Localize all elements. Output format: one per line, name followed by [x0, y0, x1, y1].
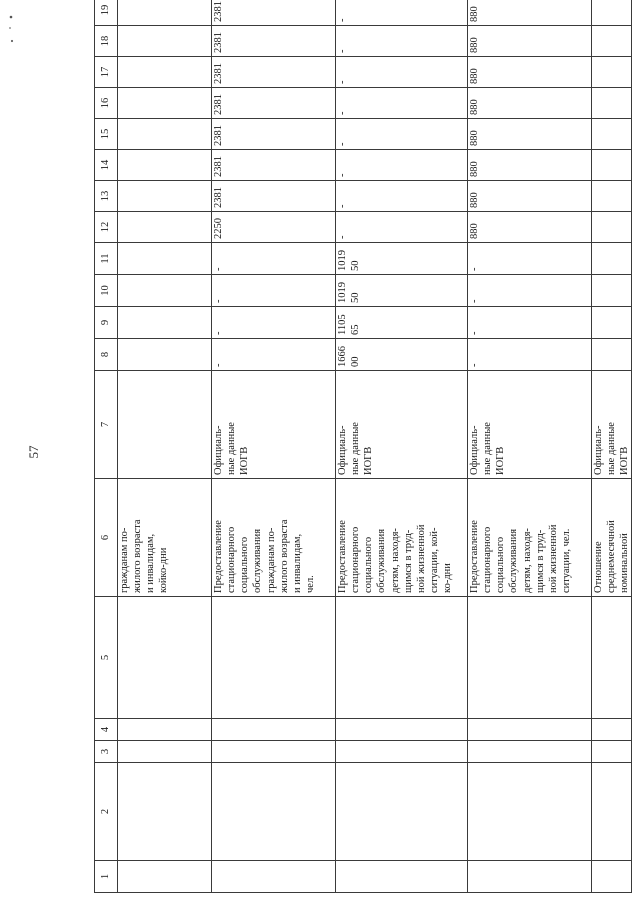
empty-cell: [118, 719, 212, 741]
value-cell: 880: [468, 88, 592, 119]
value-cell: 2250: [212, 212, 336, 243]
table-row: [468, 0, 592, 893]
header-row: [95, 0, 118, 893]
value-cell: [592, 26, 632, 57]
value-cell: [592, 243, 632, 275]
empty-cell: [336, 763, 468, 861]
indicator-description: Предоставление стационарного социального обслуживания гражданам по- жилого возраста и инвалидам, чел.: [212, 479, 336, 597]
value-cell: 101950: [336, 275, 468, 307]
value-cell: -: [336, 26, 468, 57]
data-source: Официаль- ные данные ИОГВ: [212, 371, 336, 479]
value-cell: [118, 26, 212, 57]
rotated-table-container: [94, 1, 631, 893]
value-cell: [118, 307, 212, 339]
column-header-3: 3: [95, 741, 118, 763]
value-cell: 1105 65: [336, 307, 468, 339]
column-header-15: 15: [95, 119, 118, 150]
empty-cell: [212, 861, 336, 893]
empty-cell: [592, 597, 632, 719]
value-cell: 880: [468, 119, 592, 150]
empty-cell: [592, 861, 632, 893]
value-cell: -: [336, 150, 468, 181]
empty-cell: [592, 719, 632, 741]
value-cell: -: [212, 307, 336, 339]
empty-cell: [336, 719, 468, 741]
value-cell: [118, 88, 212, 119]
value-cell: 2381: [212, 0, 336, 26]
empty-cell: [336, 741, 468, 763]
value-cell: -: [468, 275, 592, 307]
empty-cell: [592, 763, 632, 861]
table-row: [336, 0, 468, 893]
value-cell: 2381: [212, 119, 336, 150]
value-cell: -: [336, 181, 468, 212]
value-cell: -: [212, 243, 336, 275]
page-number: 57: [26, 445, 41, 459]
value-cell: -: [336, 88, 468, 119]
column-header-14: 14: [95, 150, 118, 181]
empty-cell: [212, 719, 336, 741]
empty-cell: [118, 741, 212, 763]
empty-cell: [336, 861, 468, 893]
value-cell: -: [336, 119, 468, 150]
empty-cell: [212, 597, 336, 719]
value-cell: [592, 181, 632, 212]
empty-cell: [336, 597, 468, 719]
column-header-12: 12: [95, 212, 118, 243]
table-row: [592, 0, 632, 893]
value-cell: -: [336, 0, 468, 26]
value-cell: 1019 50: [336, 243, 468, 275]
value-cell: [592, 0, 632, 26]
column-header-13: 13: [95, 181, 118, 212]
value-cell: [592, 119, 632, 150]
value-cell: [592, 275, 632, 307]
empty-cell: [118, 597, 212, 719]
indicator-description: Предоставление стационарного социального обслуживания детям, находя- щимся в труд- ной жизненной ситуации, чел.: [468, 479, 592, 597]
value-cell: [592, 57, 632, 88]
value-cell: 880: [468, 26, 592, 57]
empty-cell: [592, 741, 632, 763]
empty-cell: [212, 741, 336, 763]
data-source: Официаль- ные данные ИОГВ: [592, 371, 632, 479]
value-cell: [118, 0, 212, 26]
empty-cell: [468, 741, 592, 763]
value-cell: -: [468, 339, 592, 371]
value-cell: [592, 339, 632, 371]
empty-cell: [118, 861, 212, 893]
indicator-description: Отношение среднемесячной номинальной: [592, 479, 632, 597]
value-cell: 880: [468, 0, 592, 26]
indicator-description: гражданам по- жилого возраста и инвалидам, койко-дни: [118, 479, 212, 597]
column-header-9: 9: [95, 307, 118, 339]
column-header-11: 11: [95, 243, 118, 275]
table-row: [118, 0, 212, 893]
column-header-18: 18: [95, 26, 118, 57]
value-cell: -: [336, 212, 468, 243]
value-cell: [118, 243, 212, 275]
value-cell: -: [468, 243, 592, 275]
value-cell: [592, 212, 632, 243]
value-cell: 880: [468, 150, 592, 181]
value-cell: 2381: [212, 150, 336, 181]
value-cell: [592, 307, 632, 339]
empty-cell: [468, 861, 592, 893]
column-header-17: 17: [95, 57, 118, 88]
column-header-4: 4: [95, 719, 118, 741]
empty-cell: [212, 763, 336, 861]
scan-artifact-mark: [6, 14, 16, 48]
value-cell: [118, 119, 212, 150]
value-cell: 166600: [336, 339, 468, 371]
empty-cell: [468, 597, 592, 719]
indicator-description: Предоставление стационарного социального обслуживания детям, находя- щимся в труд- ной жизненной ситуации, кой- ко-дни: [336, 479, 468, 597]
table-row: [212, 0, 336, 893]
value-cell: 880: [468, 57, 592, 88]
value-cell: [118, 339, 212, 371]
value-cell: 880: [468, 212, 592, 243]
value-cell: [118, 181, 212, 212]
value-cell: -: [468, 307, 592, 339]
value-cell: 2381: [212, 26, 336, 57]
empty-cell: [118, 763, 212, 861]
column-header-5: 5: [95, 597, 118, 719]
empty-cell: [468, 763, 592, 861]
data-source: [118, 371, 212, 479]
column-header-16: 16: [95, 88, 118, 119]
column-header-10: 10: [95, 275, 118, 307]
column-header-2: 2: [95, 763, 118, 861]
value-cell: [118, 212, 212, 243]
empty-cell: [468, 719, 592, 741]
value-cell: [118, 57, 212, 88]
column-header-19: 19: [95, 0, 118, 26]
value-cell: [592, 88, 632, 119]
column-header-8: 8: [95, 339, 118, 371]
value-cell: [592, 150, 632, 181]
column-header-6: 6: [95, 479, 118, 597]
value-cell: [118, 275, 212, 307]
data-source: Официаль- ные данные ИОГВ: [468, 371, 592, 479]
value-cell: -: [212, 275, 336, 307]
value-cell: 880: [468, 181, 592, 212]
value-cell: [118, 150, 212, 181]
column-header-1: 1: [95, 861, 118, 893]
value-cell: 2381: [212, 88, 336, 119]
value-cell: -: [212, 339, 336, 371]
column-header-7: 7: [95, 371, 118, 479]
value-cell: 2381: [212, 181, 336, 212]
value-cell: -: [336, 57, 468, 88]
value-cell: 2381: [212, 57, 336, 88]
indicators-table: [94, 0, 632, 893]
data-source: Официаль- ные данные ИОГВ: [336, 371, 468, 479]
